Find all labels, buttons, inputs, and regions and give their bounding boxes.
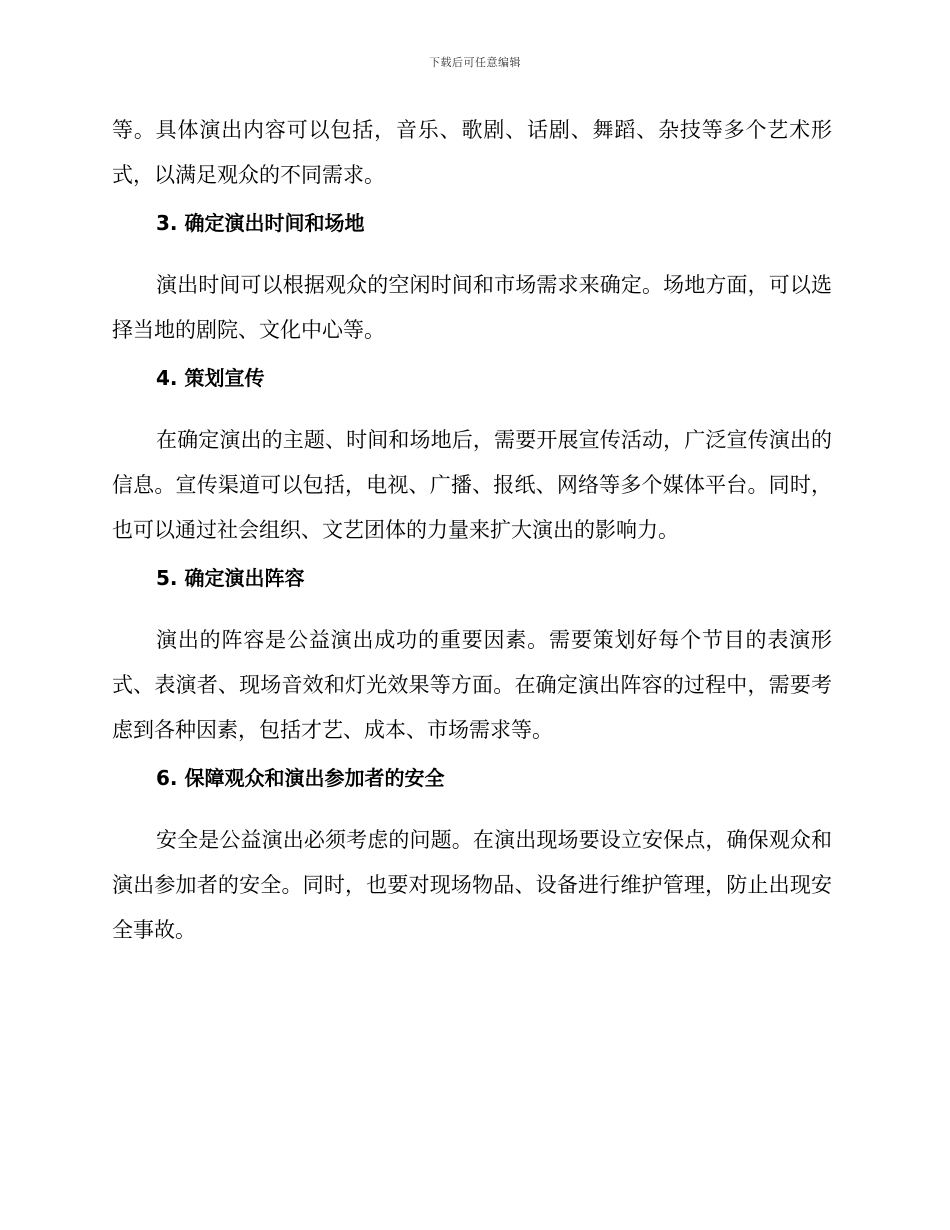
section-heading-safety: 6. 保障观众和演出参加者的安全	[156, 766, 445, 790]
paragraph-time-venue: 演出时间可以根据观众的空闲时间和市场需求来确定。场地方面，可以选择当地的剧院、文化中心等。	[112, 273, 832, 342]
paragraph-lineup: 演出的阵容是公益演出成功的重要因素。需要策划好每个节目的表演形式、表演者、现场音效和灯光效果等方面。在确定演出阵容的过程中，需要考虑到各种因素，包括才艺、成本、市场需求等。	[112, 628, 832, 742]
section-heading-publicity: 4. 策划宣传	[156, 366, 265, 390]
header-note: 下载后可任意编辑	[429, 56, 521, 69]
section-heading-lineup: 5. 确定演出阵容	[156, 566, 305, 590]
section-heading-time-venue: 3. 确定演出时间和场地	[156, 211, 365, 235]
document-body	[112, 108, 832, 963]
paragraph-publicity: 在确定演出的主题、时间和场地后，需要开展宣传活动，广泛宣传演出的信息。宣传渠道可以包括，电视、广播、报纸、网络等多个媒体平台。同时，也可以通过社会组织、文艺团体的力量来扩大演出的影响力。	[112, 428, 832, 542]
paragraph-safety: 安全是公益演出必须考虑的问题。在演出现场要设立安保点，确保观众和演出参加者的安全。同时，也要对现场物品、设备进行维护管理，防止出现安全事故。	[112, 828, 832, 942]
paragraph-continued-content: 等。具体演出内容可以包括，音乐、歌剧、话剧、舞蹈、杂技等多个艺术形式，以满足观众的不同需求。	[112, 118, 832, 187]
